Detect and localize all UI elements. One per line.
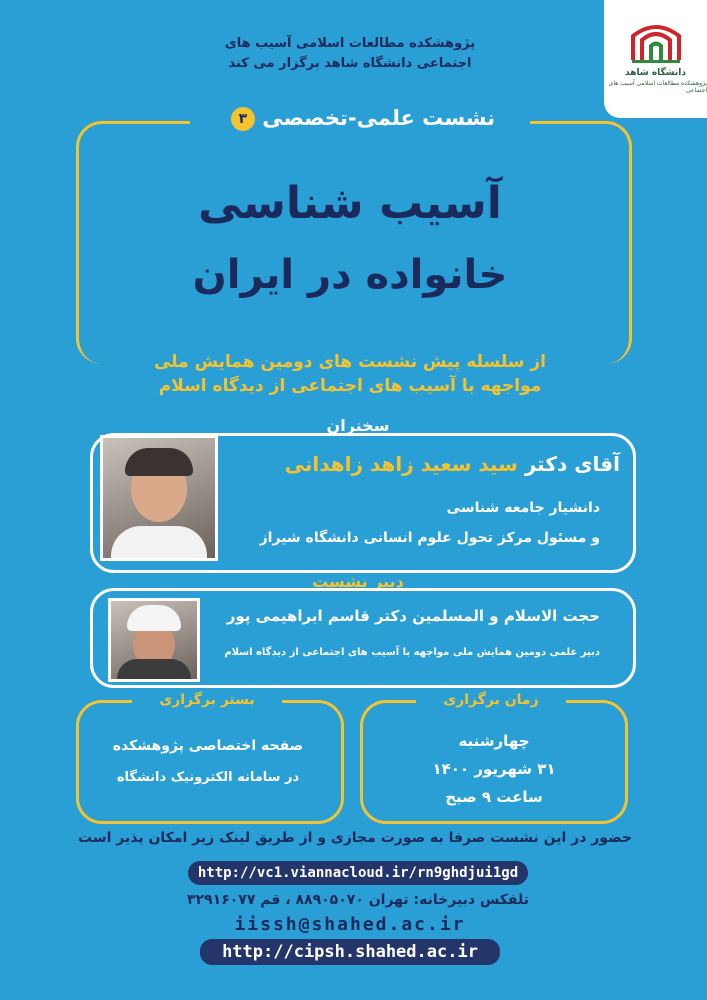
organizer-line-1: پژوهشکده مطالعات اسلامی آسیب های — [224, 36, 476, 51]
subtitle-line-2: مواجهه با آسیب های اجتماعی از دیدگاه اسلام — [158, 376, 542, 396]
logo-subtitle: پژوهشکده مطالعات اسلامی آسیب های اجتماعی — [608, 80, 707, 94]
speaker-role-1: دانشیار جامعه شناسی — [446, 500, 600, 516]
secretary-name: حجت الاسلام و المسلمین دکتر قاسم ابراهیمی پور — [226, 607, 600, 625]
organizer-line-2: اجتماعی دانشگاه شاهد برگزار می کند — [228, 56, 472, 71]
secretary-role: دبیر علمی دومین همایش ملی مواجهه با آسیب های اجتماعی از دیدگاه اسلام — [224, 647, 600, 658]
university-emblem-icon — [629, 14, 683, 64]
university-logo — [604, 0, 707, 118]
platform-line-2: در سامانه الکترونیک دانشگاه — [116, 770, 300, 785]
platform-box — [76, 700, 344, 824]
speaker-name: سید سعید زاهد زاهدانی — [284, 452, 518, 476]
website-link[interactable]: http://cipsh.shahed.ac.ir — [200, 939, 500, 965]
speakers-heading: سخنران — [326, 416, 390, 435]
organizer-text — [195, 34, 505, 74]
phone-fax: تلفکس دبیرخانه: تهران ۸۸۹۰۵۰۷۰ ، قم ۳۲۹۱۶۰۷۷ — [187, 892, 529, 908]
series-label — [190, 106, 530, 131]
speaker-name-line — [220, 452, 620, 476]
platform-line-1: صفحه اختصاصی پژوهشکده — [112, 738, 304, 754]
page-title-line-2: خانواده در ایران — [192, 252, 508, 298]
speaker-role-2: و مسئول مرکز تحول علوم انسانی دانشگاه شیراز — [259, 530, 600, 546]
attendance-note: حضور در این نشست صرفا به صورت مجازی و از طریق لینک زیر امکان پذیر است — [78, 830, 632, 846]
subtitle-line-1: از سلسله پیش نشست های دومین همایش ملی — [153, 352, 547, 372]
speaker-photo — [100, 435, 218, 561]
time-label: زمان برگزاری — [416, 692, 566, 708]
meeting-link[interactable]: http://vc1.viannacloud.ir/rn9ghdjui1gd — [188, 861, 528, 885]
time-date: ۳۱ شهریور ۱۴۰۰ — [432, 760, 556, 778]
platform-label: بستر برگزاری — [132, 692, 282, 708]
subtitle — [120, 350, 580, 398]
series-label-text: نشست علمی-تخصصی — [262, 106, 496, 130]
logo-name: دانشگاه شاهد — [625, 68, 686, 78]
title-frame — [76, 121, 632, 364]
email-address[interactable]: iissh@shahed.ac.ir — [234, 914, 466, 935]
time-hour: ساعت ۹ صبح — [445, 788, 543, 806]
secretary-photo — [108, 598, 200, 682]
secretary-heading: دبیر نشست — [312, 572, 404, 591]
page-title-line-1: آسیب شناسی — [198, 178, 502, 229]
series-number-badge: ۳ — [231, 107, 255, 131]
speaker-prefix: آقای دکتر — [524, 452, 620, 476]
time-day: چهارشنبه — [458, 732, 530, 750]
